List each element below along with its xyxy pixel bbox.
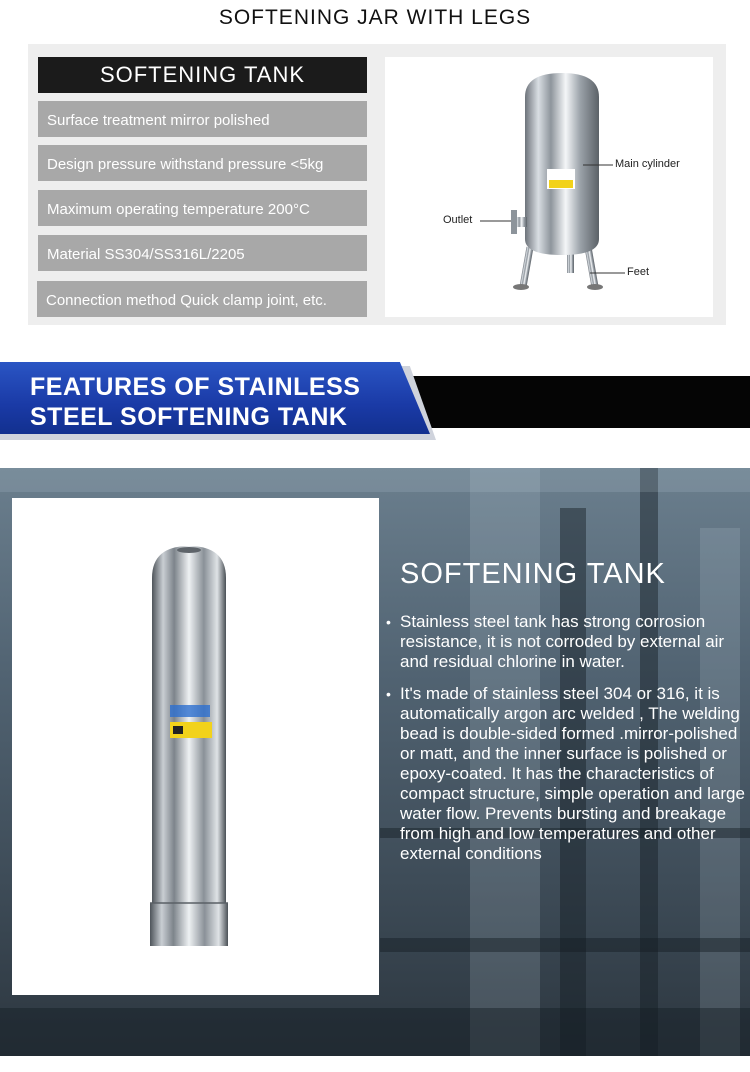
spec-row-surface: Surface treatment mirror polished <box>38 101 367 137</box>
softening-tank-photo <box>12 498 379 995</box>
features-banner <box>0 362 750 440</box>
features-list <box>386 612 746 876</box>
list-item <box>386 684 746 864</box>
banner-title-line2: STEEL SOFTENING TANK <box>30 403 348 431</box>
softening-tank-illustration <box>12 498 379 995</box>
outlet-label: Outlet <box>443 214 473 226</box>
spec-panel <box>28 44 726 325</box>
features-section <box>0 468 750 1056</box>
tank-with-legs-illustration <box>385 57 713 317</box>
banner-title-line1: FEATURES OF STAINLESS <box>30 373 361 401</box>
bullet-icon: • <box>386 614 391 630</box>
background-floor <box>0 1008 750 1056</box>
features-heading: SOFTENING TANK <box>400 558 666 590</box>
main-cylinder-label: Main cylinder <box>615 158 680 170</box>
page-title: SOFTENING JAR WITH LEGS <box>218 6 532 29</box>
feature-text: Stainless steel tank has strong corrosion resistance, it is not corroded by external air and residual chlorine in water. <box>400 612 725 671</box>
banner-title <box>30 372 360 432</box>
spec-row-material: Material SS304/SS316L/2205 <box>38 235 367 271</box>
tank-diagram <box>385 57 713 317</box>
feature-text: It's made of stainless steel 304 or 316, it is automatically argon arc welded , The welding bead is double-sided formed .mirror-polished or matt, and the inner surface is polished or epoxy-coated. It has the characteristics of compact structure, simple operation and large water flow. Prevents bursting and breakage from high and low temperatures and other external conditions <box>400 684 745 863</box>
spec-row-temperature: Maximum operating temperature 200°C <box>38 190 367 226</box>
background-pipe <box>380 938 750 952</box>
spec-row-connection: Connection method Quick clamp joint, etc. <box>37 281 367 317</box>
spec-table-header: SOFTENING TANK <box>38 57 367 93</box>
list-item <box>386 612 746 672</box>
spec-row-pressure: Design pressure withstand pressure <5kg <box>38 145 367 181</box>
feet-label: Feet <box>627 266 650 278</box>
background-top <box>0 468 750 492</box>
bullet-icon: • <box>386 686 391 702</box>
